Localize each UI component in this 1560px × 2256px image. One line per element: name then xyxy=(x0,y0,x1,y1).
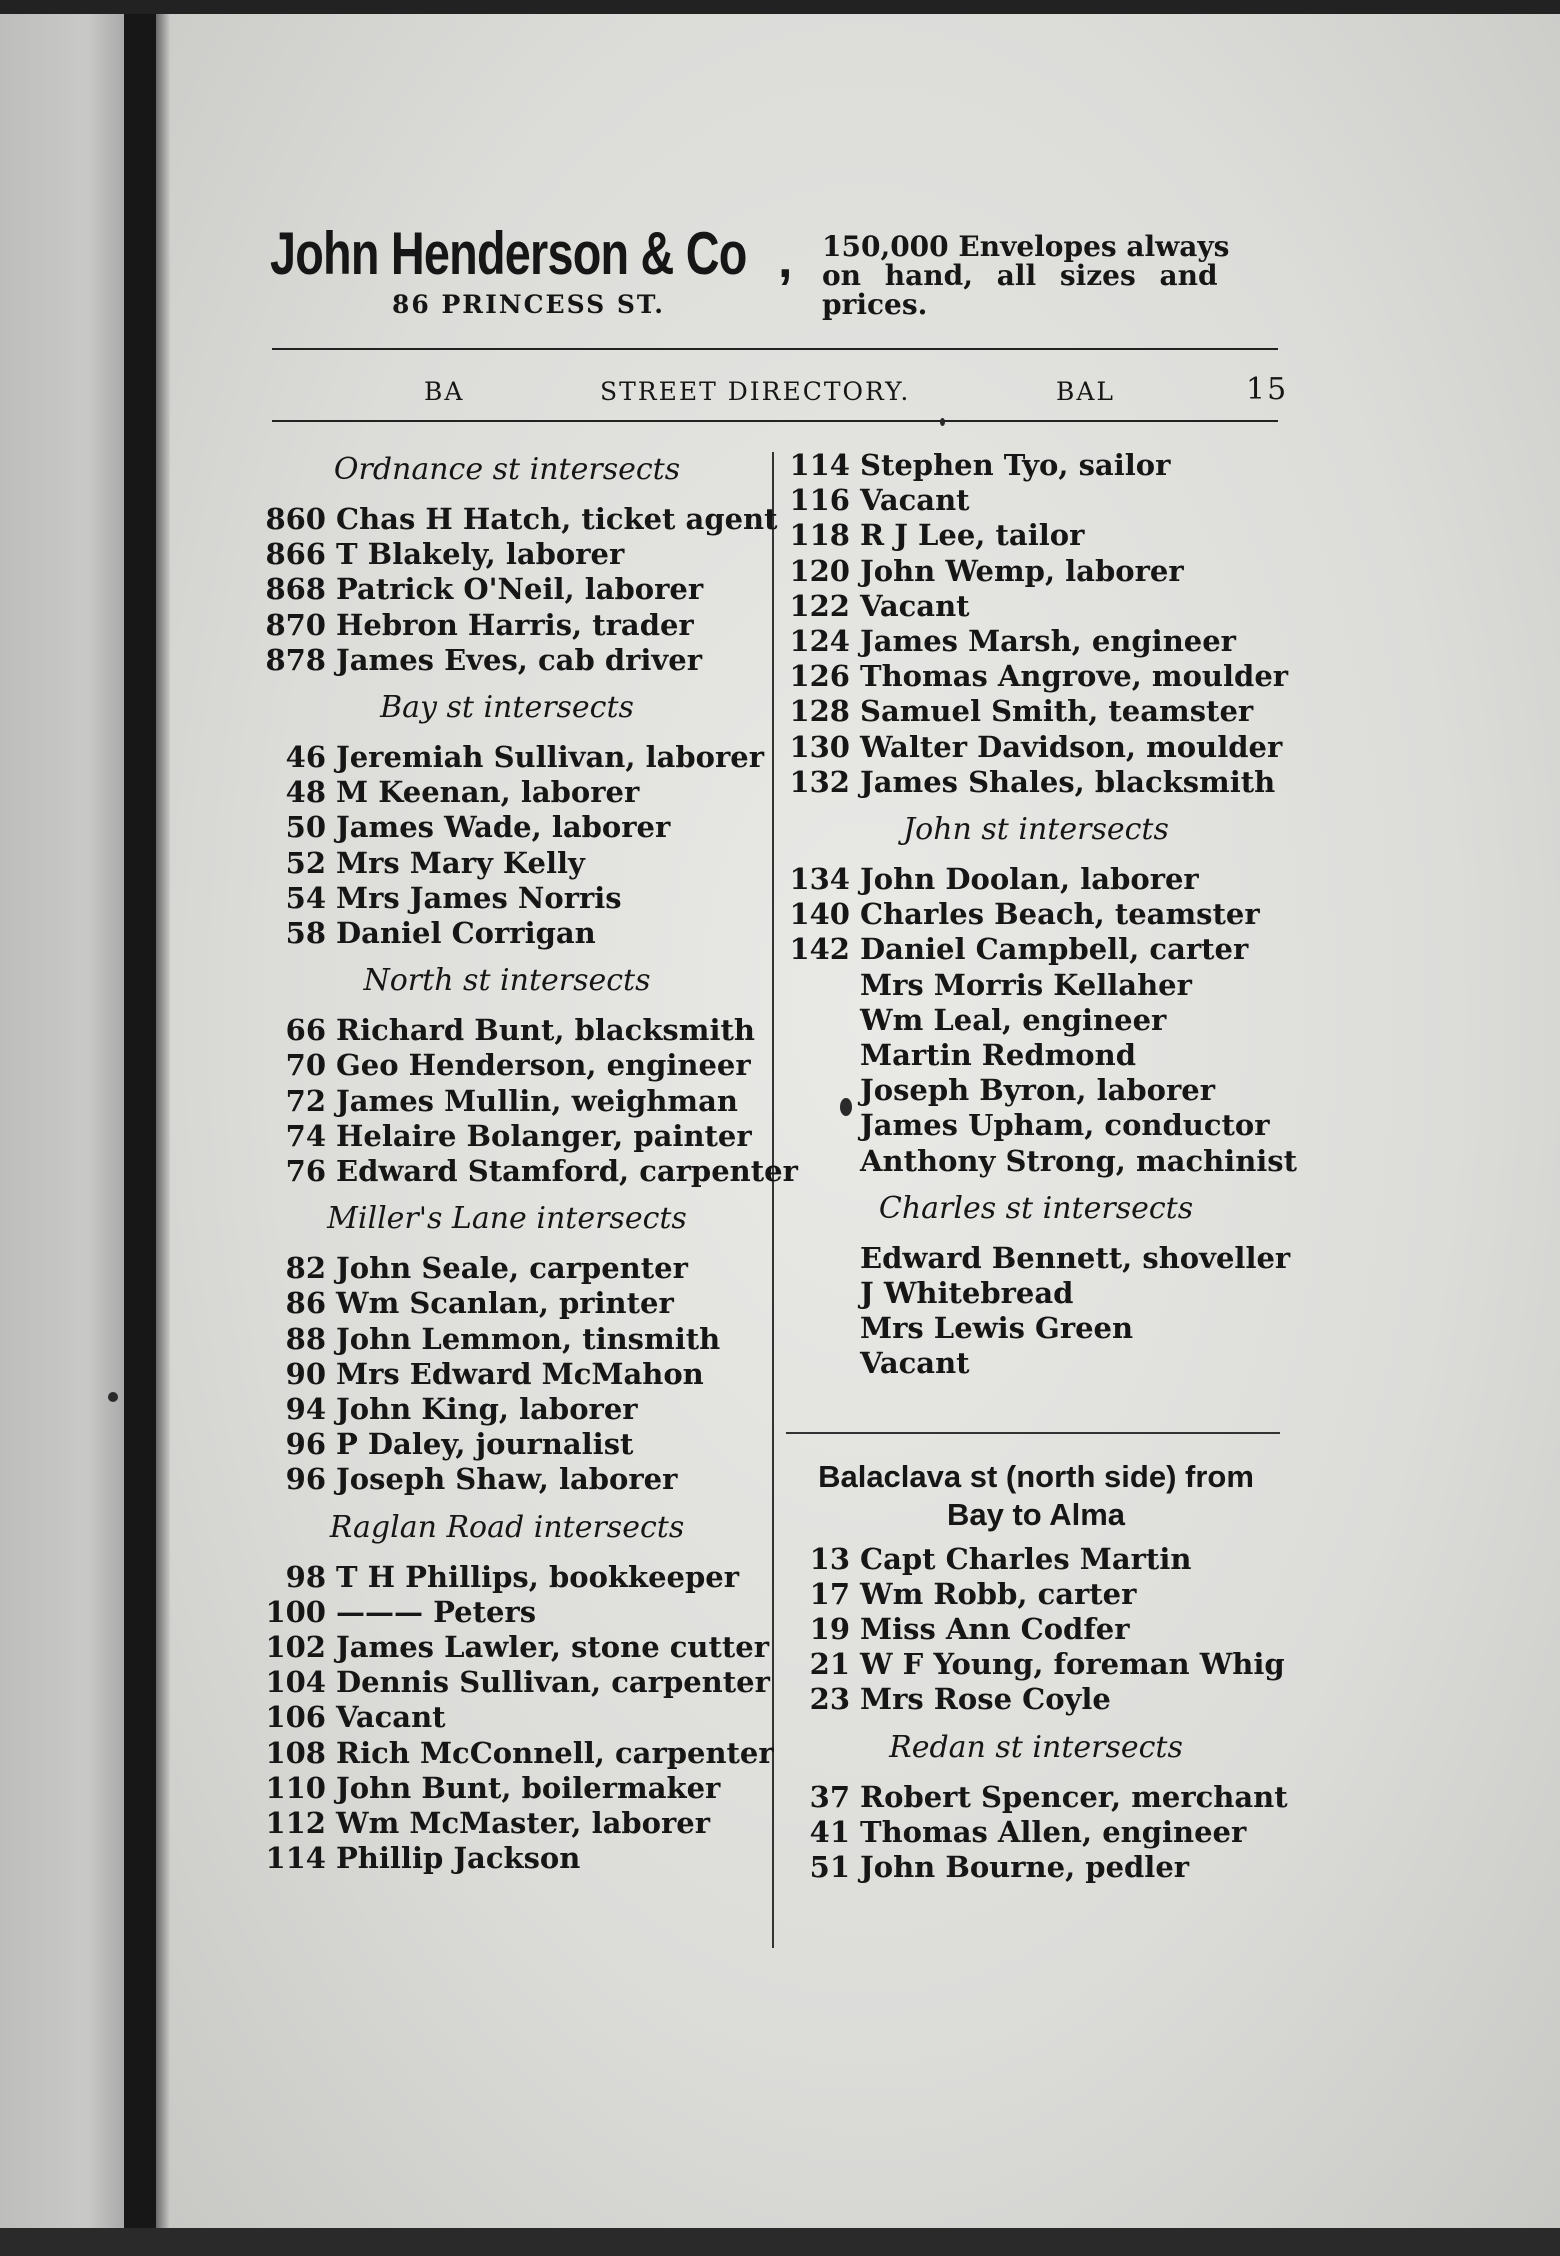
running-head-center: STREET DIRECTORY. xyxy=(600,377,911,406)
house-number: 52 xyxy=(285,845,326,880)
directory-entry xyxy=(786,765,1286,800)
house-number: 100 xyxy=(265,1594,326,1629)
house-number: 17 xyxy=(809,1576,850,1611)
intersection-heading: Miller's Lane intersects xyxy=(327,1201,687,1237)
resident-name: John Bunt, xyxy=(336,1770,512,1805)
intersection-heading: Raglan Road intersects xyxy=(329,1509,685,1545)
resident-occupation: engineer xyxy=(606,1048,751,1083)
house-number: 110 xyxy=(265,1770,326,1805)
resident-name: Thomas Angrove, xyxy=(860,659,1142,694)
directory-entry xyxy=(786,1003,1286,1038)
directory-entry xyxy=(786,1542,1286,1577)
directory-entry xyxy=(786,730,1286,765)
directory-entry xyxy=(262,916,752,951)
resident-occupation: carter xyxy=(1037,1576,1137,1611)
house-number: 126 xyxy=(789,659,850,694)
directory-entry xyxy=(786,554,1286,589)
directory-entry xyxy=(786,1682,1286,1717)
resident-occupation: moulder xyxy=(1151,659,1289,694)
resident-name: M Keenan, xyxy=(336,775,511,810)
resident-occupation: teamster xyxy=(1114,897,1260,932)
house-number: 58 xyxy=(285,916,326,951)
resident-occupation: pedler xyxy=(1085,1850,1190,1885)
directory-entry xyxy=(786,1108,1286,1143)
house-number: 51 xyxy=(809,1850,850,1885)
resident-name: Miss Ann Codfer xyxy=(860,1612,1130,1647)
street-title-line2: Bay to Alma xyxy=(946,1496,1125,1532)
resident-occupation: journalist xyxy=(475,1427,634,1462)
resident-occupation: cab driver xyxy=(538,642,702,677)
directory-entry xyxy=(786,694,1286,729)
directory-entry xyxy=(262,1286,752,1321)
resident-occupation: laborer xyxy=(1065,553,1184,588)
resident-occupation: sailor xyxy=(1078,448,1171,482)
resident-occupation: teamster xyxy=(1108,694,1254,729)
house-number: 70 xyxy=(285,1048,326,1083)
resident-name: Robert Spencer, xyxy=(860,1779,1122,1814)
advert-slogan-line2: on hand, all sizes and xyxy=(822,259,1218,292)
directory-entry xyxy=(786,1612,1286,1647)
resident-name: John Bourne, xyxy=(860,1850,1076,1885)
resident-occupation: laborer xyxy=(519,1392,638,1427)
resident-name: Vacant xyxy=(860,588,970,623)
resident-occupation: laborer xyxy=(584,572,704,607)
resident-occupation: trader xyxy=(592,607,694,642)
directory-entry xyxy=(262,1322,752,1357)
house-number: 46 xyxy=(285,740,326,775)
house-number: 72 xyxy=(285,1083,326,1118)
house-number: 74 xyxy=(285,1118,326,1153)
house-number: 140 xyxy=(789,897,850,932)
section-gap xyxy=(262,1498,752,1506)
resident-name: Vacant xyxy=(860,483,970,518)
directory-entry xyxy=(262,881,752,916)
resident-name: James Shales, xyxy=(860,764,1085,799)
house-number: 66 xyxy=(285,1013,326,1048)
directory-entry xyxy=(262,1560,752,1595)
house-number: 104 xyxy=(265,1665,326,1700)
directory-entry xyxy=(262,1735,774,1771)
resident-occupation: laborer xyxy=(558,1462,678,1497)
resident-occupation: carpenter xyxy=(529,1251,688,1286)
intersection-heading: Redan st intersects xyxy=(889,1729,1183,1765)
resident-name: James Marsh, xyxy=(860,624,1082,659)
resident-name: Edward Bennett, xyxy=(860,1240,1133,1275)
house-number: 76 xyxy=(285,1154,326,1189)
intersection-heading: Ordnance st intersects xyxy=(333,452,681,487)
resident-occupation: blacksmith xyxy=(574,1013,755,1048)
house-number: 82 xyxy=(285,1251,326,1286)
resident-name: P Daley, xyxy=(336,1427,466,1462)
directory-entry xyxy=(262,1841,752,1876)
house-number: 37 xyxy=(809,1779,850,1814)
resident-name: Mrs Edward McMahon xyxy=(336,1356,704,1391)
resident-occupation: tailor xyxy=(995,518,1085,553)
directory-entry xyxy=(262,1427,752,1462)
house-number: 23 xyxy=(809,1682,850,1717)
house-number: 86 xyxy=(285,1286,326,1321)
section-gap xyxy=(786,1179,1286,1187)
resident-name: Phillip Jackson xyxy=(336,1841,581,1876)
house-number: 108 xyxy=(265,1735,326,1770)
resident-occupation: moulder xyxy=(1146,729,1283,764)
resident-name: Hebron Harris, xyxy=(336,607,583,642)
house-number: 50 xyxy=(285,810,326,845)
resident-occupation: tinsmith xyxy=(582,1321,721,1356)
resident-name: Wm Leal, xyxy=(860,1002,1013,1037)
advert-company-name: John Henderson & Co xyxy=(270,220,747,287)
house-number: 870 xyxy=(265,607,326,642)
resident-name: Rich McConnell, xyxy=(336,1735,605,1770)
resident-name: John Lemmon, xyxy=(336,1321,573,1356)
gutter-shadow xyxy=(156,0,170,2256)
directory-entry xyxy=(262,1595,752,1630)
resident-occupation: shoveller xyxy=(1142,1240,1291,1275)
resident-occupation: stone cutter xyxy=(571,1630,770,1665)
house-number: 94 xyxy=(285,1392,326,1427)
house-number: 21 xyxy=(809,1647,850,1682)
house-number: 134 xyxy=(789,862,850,897)
resident-name: Vacant xyxy=(336,1700,446,1735)
directory-entry xyxy=(262,1084,752,1119)
resident-name: Richard Bunt, xyxy=(336,1013,565,1048)
right-column xyxy=(786,448,1298,1885)
resident-name: Mrs Rose Coyle xyxy=(860,1682,1111,1717)
resident-occupation: laborer xyxy=(505,537,625,572)
house-number: 112 xyxy=(265,1806,326,1841)
resident-name: Stephen Tyo, xyxy=(860,448,1069,482)
resident-occupation: ticket agent xyxy=(581,502,778,536)
directory-entry xyxy=(786,968,1286,1003)
resident-name: Wm Robb, xyxy=(860,1576,1028,1611)
resident-name: Daniel Campbell, xyxy=(860,932,1140,967)
resident-name: Wm McMaster, xyxy=(336,1806,582,1841)
resident-occupation: boilermaker xyxy=(521,1770,721,1805)
section-gap xyxy=(262,951,752,959)
directory-entry xyxy=(786,483,1286,518)
resident-name: Samuel Smith, xyxy=(860,694,1099,729)
resident-name: ——— Peters xyxy=(336,1594,537,1629)
directory-entry xyxy=(262,846,752,881)
resident-name: J Whitebread xyxy=(860,1276,1074,1311)
directory-entry xyxy=(262,1771,752,1806)
directory-entry xyxy=(786,1311,1286,1346)
house-number: 116 xyxy=(789,483,850,518)
running-head-right: BAL xyxy=(1056,377,1116,406)
resident-occupation: carpenter xyxy=(615,1735,774,1770)
resident-name: James Mullin, xyxy=(336,1083,562,1118)
header-bottom-rule xyxy=(272,420,1278,422)
directory-entry xyxy=(786,1346,1286,1381)
house-number: 96 xyxy=(285,1427,326,1462)
resident-name: Helaire Bolanger, xyxy=(336,1118,624,1153)
ink-speck xyxy=(108,1392,118,1402)
section-gap xyxy=(786,1718,1286,1726)
house-number: 19 xyxy=(809,1612,850,1647)
column-divider xyxy=(772,452,774,1948)
house-number: 54 xyxy=(285,880,326,915)
resident-occupation: painter xyxy=(633,1118,752,1153)
resident-name: James Eves, xyxy=(336,642,528,677)
house-number: 114 xyxy=(789,448,850,482)
directory-entry xyxy=(786,624,1286,659)
resident-occupation: laborer xyxy=(1080,862,1199,897)
resident-name: Walter Davidson, xyxy=(860,729,1137,764)
section-gap xyxy=(262,1189,752,1197)
directory-entry xyxy=(262,1013,755,1048)
section-gap xyxy=(786,1534,1286,1542)
house-number: 868 xyxy=(265,572,326,607)
directory-entry xyxy=(786,1143,1298,1179)
resident-occupation: foreman Whig xyxy=(1053,1647,1285,1682)
resident-name: Joseph Byron, xyxy=(860,1073,1087,1108)
resident-occupation: engineer xyxy=(1102,1814,1247,1849)
resident-name: John Wemp, xyxy=(860,553,1056,588)
resident-name: Mrs Morris Kellaher xyxy=(860,967,1192,1002)
intersection-heading: John st intersects xyxy=(903,812,1169,848)
advert-slogan-line1: 150,000 Envelopes always xyxy=(822,230,1230,263)
house-number: 878 xyxy=(265,642,326,677)
resident-name: Chas H Hatch, xyxy=(336,502,572,536)
book-spine-shadow xyxy=(124,0,156,2256)
page-number: 15 xyxy=(1246,372,1289,407)
resident-name: Capt Charles Martin xyxy=(860,1541,1192,1576)
resident-name: James Lawler, xyxy=(336,1630,561,1665)
resident-occupation: laborer xyxy=(645,740,765,775)
house-number: 120 xyxy=(789,553,850,588)
directory-entry xyxy=(786,897,1286,932)
directory-entry xyxy=(786,589,1286,624)
resident-name: T Blakely, xyxy=(336,537,496,572)
house-number: 860 xyxy=(265,502,326,536)
resident-name: Patrick O'Neil, xyxy=(336,572,575,607)
directory-entry xyxy=(262,1700,752,1735)
directory-entry xyxy=(786,659,1289,694)
directory-entry xyxy=(786,1577,1286,1612)
directory-entry xyxy=(262,502,778,537)
house-number: 866 xyxy=(265,537,326,572)
resident-name: Edward Stamford, xyxy=(336,1154,630,1189)
scan-bottom-border xyxy=(0,2228,1560,2256)
resident-name: Jeremiah Sullivan, xyxy=(336,740,636,775)
directory-entry xyxy=(262,608,752,643)
directory-entry xyxy=(786,862,1286,897)
resident-occupation: engineer xyxy=(1091,624,1236,659)
resident-name: Charles Beach, xyxy=(860,897,1105,932)
ink-blot xyxy=(840,1098,852,1116)
resident-name: W F Young, xyxy=(860,1647,1044,1682)
advert-slogan xyxy=(822,232,1292,319)
house-number: 48 xyxy=(285,775,326,810)
directory-entry xyxy=(786,1038,1286,1073)
advert-comma: , xyxy=(778,231,793,289)
directory-entry xyxy=(262,1806,752,1841)
intersection-heading: North st intersects xyxy=(363,963,651,999)
house-number: 88 xyxy=(285,1321,326,1356)
house-number: 114 xyxy=(265,1841,326,1876)
directory-entry xyxy=(262,1119,752,1154)
directory-entry xyxy=(786,518,1286,553)
house-number: 41 xyxy=(809,1814,850,1849)
house-number: 90 xyxy=(285,1356,326,1391)
directory-entry xyxy=(262,810,752,845)
header-top-rule xyxy=(272,348,1278,350)
directory-entry xyxy=(262,1251,752,1286)
resident-occupation: engineer xyxy=(1022,1002,1167,1037)
house-number: 142 xyxy=(789,932,850,967)
directory-entry xyxy=(786,1647,1286,1682)
directory-entry xyxy=(262,1357,752,1392)
directory-entry xyxy=(786,1073,1286,1108)
street-title: Balaclava st (north side) from xyxy=(818,1458,1254,1494)
resident-name: Mrs James Norris xyxy=(336,880,622,915)
resident-name: Dennis Sullivan, xyxy=(336,1665,602,1700)
directory-entry xyxy=(786,932,1286,967)
advert-address: 86 PRINCESS ST. xyxy=(392,290,665,319)
resident-name: Geo Henderson, xyxy=(336,1048,597,1083)
section-gap xyxy=(786,800,1286,808)
resident-occupation: bookkeeper xyxy=(548,1559,740,1594)
facing-page-edge xyxy=(0,0,124,2256)
running-head-left: BA xyxy=(424,377,465,406)
directory-entry xyxy=(262,775,752,810)
resident-occupation: weighman xyxy=(571,1083,738,1118)
directory-entry xyxy=(262,1154,798,1189)
scan-top-border xyxy=(0,0,1560,14)
resident-name: Vacant xyxy=(860,1346,970,1381)
ink-speck xyxy=(940,418,945,426)
resident-occupation: merchant xyxy=(1131,1779,1288,1814)
resident-occupation: laborer xyxy=(1096,1073,1216,1108)
resident-name: Mrs Lewis Green xyxy=(860,1311,1134,1346)
house-number: 122 xyxy=(789,588,850,623)
resident-name: R J Lee, xyxy=(860,518,986,553)
resident-occupation: laborer xyxy=(520,775,640,810)
resident-name: Thomas Allen, xyxy=(860,1814,1093,1849)
house-number: 118 xyxy=(789,518,850,553)
street-separator-rule xyxy=(786,1432,1280,1434)
directory-entry xyxy=(262,537,752,572)
section-gap xyxy=(262,678,752,686)
directory-entry xyxy=(262,1630,770,1665)
house-number: 96 xyxy=(285,1462,326,1497)
resident-name: Mrs Mary Kelly xyxy=(336,845,585,880)
directory-entry xyxy=(262,1048,752,1083)
resident-name: Anthony Strong, xyxy=(860,1143,1126,1178)
directory-entry xyxy=(262,740,765,775)
intersection-heading: Charles st intersects xyxy=(878,1190,1194,1226)
resident-occupation: carpenter xyxy=(611,1665,770,1700)
house-number: 102 xyxy=(265,1630,326,1665)
house-number: 130 xyxy=(789,729,850,764)
left-column xyxy=(262,448,798,1877)
resident-occupation: carpenter xyxy=(639,1154,798,1189)
directory-entry xyxy=(786,1850,1286,1885)
directory-entry xyxy=(262,572,752,607)
resident-occupation: machinist xyxy=(1135,1143,1298,1178)
directory-entry xyxy=(786,1240,1291,1276)
resident-occupation: laborer xyxy=(591,1806,710,1841)
directory-entry xyxy=(262,1392,752,1427)
directory-entry xyxy=(786,448,1286,483)
directory-entry xyxy=(786,1780,1286,1815)
resident-name: T H Phillips, xyxy=(336,1559,539,1594)
house-number: 13 xyxy=(809,1541,850,1576)
advertisement-header xyxy=(270,222,1290,322)
resident-name: Daniel Corrigan xyxy=(336,916,596,951)
directory-entry xyxy=(262,1462,752,1497)
resident-name: James Upham, xyxy=(860,1108,1095,1143)
house-number: 124 xyxy=(789,624,850,659)
resident-name: Martin Redmond xyxy=(860,1038,1136,1073)
resident-name: Joseph Shaw, xyxy=(336,1462,549,1497)
house-number: 98 xyxy=(285,1559,326,1594)
resident-occupation: conductor xyxy=(1104,1108,1270,1143)
house-number: 132 xyxy=(789,764,850,799)
house-number: 128 xyxy=(789,694,850,729)
directory-entry xyxy=(262,1665,770,1700)
house-number: 106 xyxy=(265,1700,326,1735)
resident-occupation: laborer xyxy=(551,810,671,845)
resident-name: James Wade, xyxy=(336,810,542,845)
resident-name: Wm Scanlan, xyxy=(336,1286,549,1321)
resident-name: John Doolan, xyxy=(860,862,1071,897)
directory-entry xyxy=(786,1815,1286,1850)
directory-entry xyxy=(262,643,752,678)
advert-slogan-line3: prices. xyxy=(822,288,928,321)
resident-occupation: printer xyxy=(558,1286,674,1321)
resident-name: John Seale, xyxy=(336,1251,520,1286)
resident-occupation: carter xyxy=(1149,932,1249,967)
resident-occupation: blacksmith xyxy=(1094,764,1276,799)
intersection-heading: Bay st intersects xyxy=(380,690,634,726)
resident-name: John King, xyxy=(336,1392,510,1427)
directory-entry xyxy=(786,1276,1286,1311)
